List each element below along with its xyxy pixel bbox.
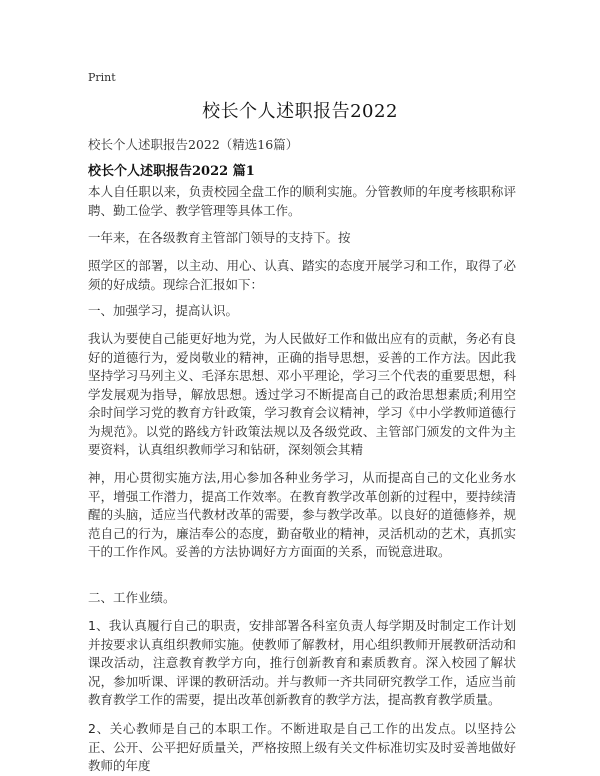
paragraph-achievement-1: 1、我认真履行自己的职责，安排部署各科室负责人每学期及时制定工作计划并按要求认真组织教师实施。使教师了解教材，用心组织教师开展教研活动和课改活动，注意教育教学方向，推行创新教育和素质教育。深入校园了解状况，参加听课、评课的教研活动。并与教师一齐共同研究教学工作，适应当前教育教学工作的需要，提出改革创新教育的教学方法，提高教育教学质量。 bbox=[88, 618, 516, 707]
paragraph-achievement-2: 2、关心教师是自己的本职工作。不断进取是自己工作的出发点。以坚持公正、公开、公平把好质量关，严格按照上级有关文件标准切实及时妥善地做好教师的年度 bbox=[88, 721, 516, 773]
print-link[interactable]: Print bbox=[88, 71, 116, 84]
section-heading: 校长个人述职报告2022 篇1 bbox=[88, 164, 255, 179]
paragraph-support: 一年来，在各级教育主管部门领导的支持下。按 bbox=[88, 230, 351, 245]
heading-study: 一、加强学习，提高认识。 bbox=[88, 303, 239, 318]
document-title: 校长个人述职报告2022 bbox=[202, 101, 398, 122]
paragraph-intro: 本人自任职以来，负责校园全盘工作的顺利实施。分管教师的年度考核职称评聘、勤工俭学、教学管理等具体工作。 bbox=[88, 184, 516, 218]
paragraph-spirit: 神，用心贯彻实施方法,用心参加各种业务学习，从而提高自己的文化业务水平，增强工作潜力，提高工作效率。在教育教学改革创新的过程中，要持续清醒的头脑，适应当代教材改革的需要，参与教学改革。以良好的道德修养，规范自己的行为，廉洁奉公的态度，勤奋敬业的精神，灵活机动的艺术，真抓实干的工作作风。妥善的方法协调好方方面面的关系，而锐意进取。 bbox=[88, 470, 516, 559]
document-subtitle: 校长个人述职报告2022（精选16篇） bbox=[88, 137, 299, 152]
heading-achievements: 二、工作业绩。 bbox=[88, 590, 176, 605]
paragraph-overview: 照学区的部署，以主动、用心、认真、踏实的态度开展学习和工作，取得了必须的好成绩。现综合汇报如下： bbox=[88, 258, 516, 292]
paragraph-study: 我认为要使自己能更好地为党，为人民做好工作和做出应有的贡献，务必有良好的道德行为，爱岗敬业的精神，正确的指导思想，妥善的工作方法。因此我坚持学习马列主义、毛泽东思想、邓小平理论，学习三个代表的重要思想，科学发展观为指导，解放思想。透过学习不断提高自己的政治思想素质;利用空余时间学习党的教育方针政策，学习教育会议精神，学习《中小学教师道德行为规范》。以党的路线方针政策法规以及各级党政、主管部门颁发的文件为主要资料，认真组织教师学习和钻研，深刻领会其精 bbox=[88, 331, 516, 457]
